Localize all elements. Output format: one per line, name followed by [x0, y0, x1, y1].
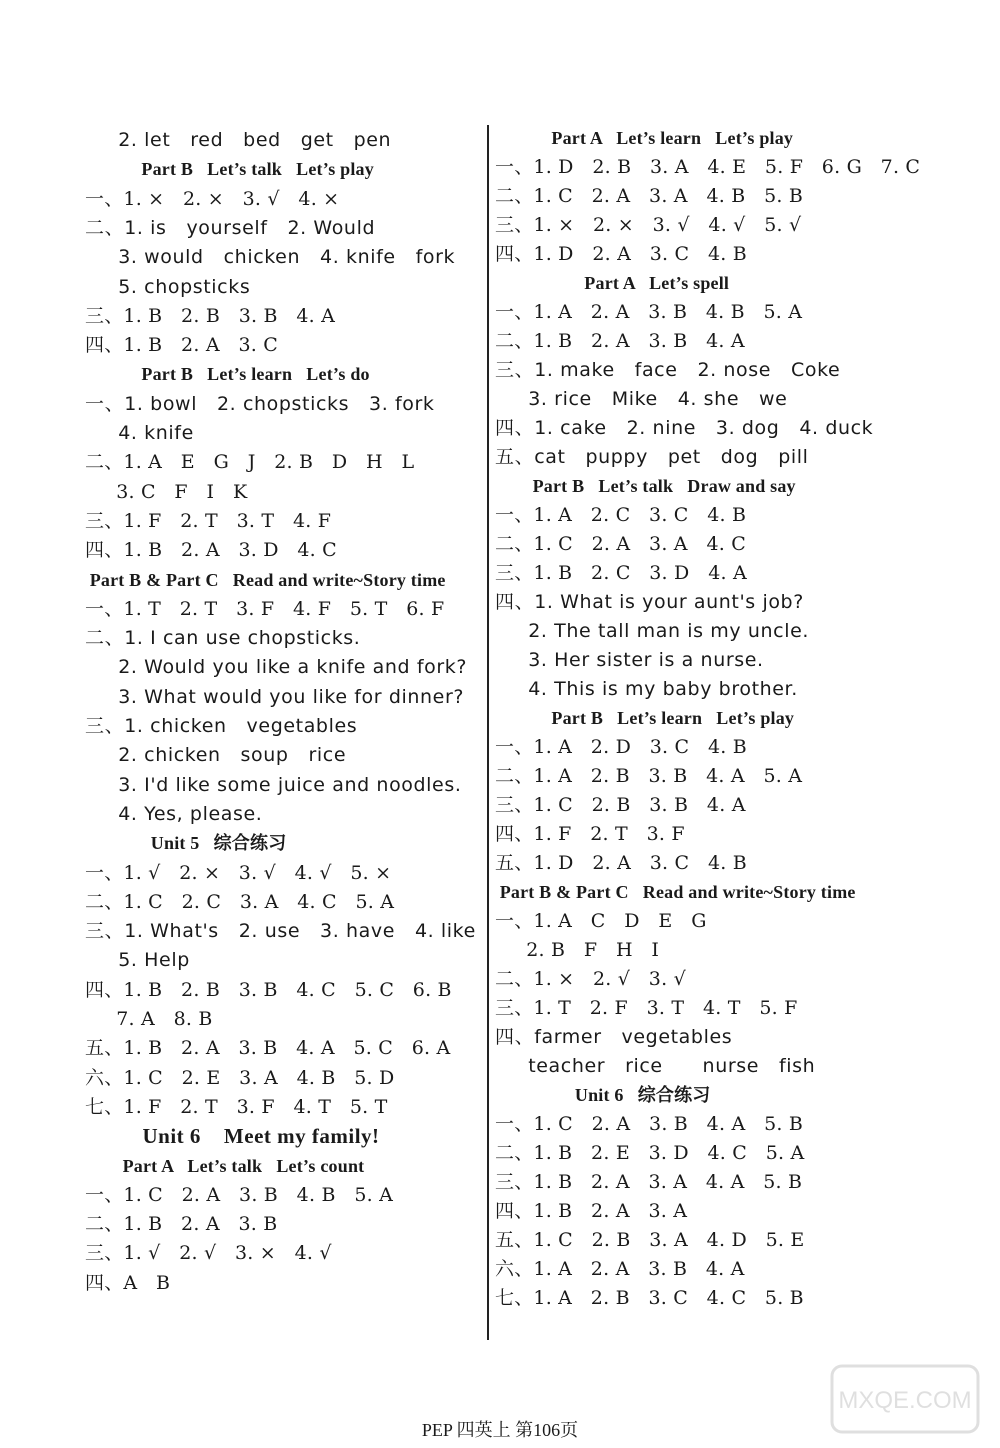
answer-line: 4. This is my baby brother. [495, 678, 798, 700]
answer-line: 三、1. make face 2. nose Coke [495, 359, 841, 381]
section-heading: Part B Let’s talk Let’s play [85, 159, 374, 180]
answer-line: 五、1. C 2. B 3. A 4. D 5. E [495, 1229, 805, 1251]
answer-line: 3. I'd like some juice and noodles. [85, 773, 462, 796]
answer-line: 三、1. B 2. B 3. B 4. A [85, 304, 336, 327]
answer-line: 一、1. A 2. C 3. C 4. B [495, 504, 747, 526]
answer-line: 二、1. is yourself 2. Would [85, 216, 376, 239]
answer-line: 一、1. C 2. A 3. B 4. A 5. B [495, 1113, 804, 1135]
answer-line: 3. What would you like for dinner? [85, 685, 465, 708]
section-heading: Part B & Part C Read and write~Story time [85, 569, 446, 590]
answer-line: 一、1. T 2. T 3. F 4. F 5. T 6. F [85, 597, 445, 620]
answer-line: 四、A B [85, 1271, 171, 1294]
answer-line: 一、1. A C D E G [495, 910, 707, 932]
answer-line: 七、1. F 2. T 3. F 4. T 5. T [85, 1095, 388, 1118]
answer-line: 2. let red bed get pen [85, 129, 392, 151]
answer-line: 三、1. B 2. A 3. A 4. A 5. B [495, 1171, 803, 1193]
section-heading: Unit 6 综合练习 [495, 1085, 711, 1105]
answer-line: 三、1. F 2. T 3. T 4. F [85, 509, 332, 532]
answer-line: 4. knife [85, 422, 194, 444]
answer-line: 二、1. × 2. √ 3. √ [495, 968, 686, 990]
answer-line: 一、1. A 2. A 3. B 4. B 5. A [495, 301, 803, 323]
section-heading: Part B & Part C Read and write~Story time [495, 882, 856, 902]
section-heading: Part B Let’s learn Let’s play [495, 708, 795, 728]
answer-line: 五、cat puppy pet dog pill [495, 446, 809, 468]
answer-line: 二、1. A 2. B 3. B 4. A 5. A [495, 765, 803, 787]
answer-line: 五、1. B 2. A 3. B 4. A 5. C 6. A [85, 1037, 451, 1060]
section-heading: Unit 6 Meet my family! [85, 1124, 380, 1149]
answer-line: 三、1. B 2. C 3. D 4. A [495, 562, 747, 584]
answer-line: 二、1. I can use chopsticks. [85, 627, 361, 650]
answer-line: 三、1. T 2. F 3. T 4. T 5. F [495, 997, 798, 1019]
answer-line: 四、1. D 2. A 3. C 4. B [495, 243, 747, 265]
answer-line: 六、1. A 2. A 3. B 4. A [495, 1258, 745, 1280]
section-heading: Unit 5 综合练习 [85, 833, 287, 854]
answer-line: 一、1. D 2. B 3. A 4. E 5. F 6. G 7. C [495, 156, 921, 178]
answer-line: 2. chicken soup rice [85, 744, 347, 767]
answer-line: 二、1. C 2. A 3. A 4. B 5. B [495, 185, 804, 207]
answer-line: 一、1. bowl 2. chopsticks 3. fork [85, 392, 435, 415]
page-footer: PEP 四英上 第106页 [421, 1420, 579, 1440]
section-heading: Part B Let’s learn Let’s do [85, 364, 370, 385]
answer-line: 二、1. C 2. A 3. A 4. C [495, 533, 746, 555]
answer-line: 三、1. chicken vegetables [85, 715, 358, 737]
column-divider [487, 125, 489, 1340]
answer-line: 7. A 8. B [85, 1008, 213, 1030]
answer-line: 2. Would you like a knife and fork? [85, 656, 468, 679]
answer-line: 六、1. C 2. E 3. A 4. B 5. D [85, 1066, 395, 1089]
answer-line: 二、1. B 2. E 3. D 4. C 5. A [495, 1142, 805, 1164]
answer-line: 四、1. cake 2. nine 3. dog 4. duck [495, 417, 874, 439]
section-heading: Part A Let’s spell [495, 273, 730, 293]
answer-line: 二、1. B 2. A 3. B [85, 1213, 278, 1236]
answer-line: 5. chopsticks [85, 275, 251, 298]
answer-line: 三、1. √ 2. √ 3. × 4. √ [85, 1242, 332, 1265]
answer-line: 一、1. A 2. D 3. C 4. B [495, 736, 747, 758]
answer-line: 一、1. C 2. A 3. B 4. B 5. A [85, 1183, 394, 1206]
section-heading: Part B Let’s talk Draw and say [495, 476, 796, 496]
answer-line: teacher rice nurse fish [495, 1055, 816, 1077]
watermark-logo [830, 1364, 980, 1434]
answer-line: 五、1. D 2. A 3. C 4. B [495, 852, 747, 874]
answer-line: 四、1. B 2. B 3. B 4. C 5. C 6. B [85, 978, 452, 1001]
answer-line: 一、1. × 2. × 3. √ 4. × [85, 187, 340, 210]
answer-line: 三、1. C 2. B 3. B 4. A [495, 794, 746, 816]
answer-line: 3. would chicken 4. knife fork [85, 246, 456, 269]
answer-line: 二、1. A E G J 2. B D H L [85, 451, 415, 474]
answer-line: 一、1. √ 2. × 3. √ 4. √ 5. × [85, 861, 392, 884]
answer-line: 3. C F I K [85, 480, 248, 503]
answer-line: 2. B F H I [495, 939, 660, 961]
watermark-text: MXQE.COM [838, 1387, 972, 1414]
answer-line: 三、1. × 2. × 3. √ 4. √ 5. √ [495, 214, 802, 236]
section-heading: Part A Let’s talk Let’s count [85, 1155, 365, 1176]
answer-line: 七、1. A 2. B 3. C 4. C 5. B [495, 1287, 804, 1309]
answer-line: 四、farmer vegetables [495, 1026, 733, 1048]
answer-line: 3. Her sister is a nurse. [495, 649, 764, 671]
answer-line: 5. Help [85, 949, 190, 972]
answer-line: 四、1. F 2. T 3. F [495, 823, 685, 845]
answer-line: 二、1. B 2. A 3. B 4. A [495, 330, 745, 352]
answer-line: 四、1. B 2. A 3. D 4. C [85, 539, 337, 562]
answer-line: 4. Yes, please. [85, 802, 263, 825]
answer-line: 三、1. What's 2. use 3. have 4. like [85, 920, 476, 943]
answer-line: 二、1. C 2. C 3. A 4. C 5. A [85, 890, 395, 913]
answer-line: 四、1. B 2. A 3. C [85, 334, 278, 357]
answer-line: 四、1. B 2. A 3. A [495, 1200, 688, 1222]
section-heading: Part A Let’s learn Let’s play [495, 128, 794, 148]
answer-line: 3. rice Mike 4. she we [495, 388, 788, 410]
answer-line: 四、1. What is your aunt's job? [495, 591, 804, 613]
answer-line: 2. The tall man is my uncle. [495, 620, 810, 642]
